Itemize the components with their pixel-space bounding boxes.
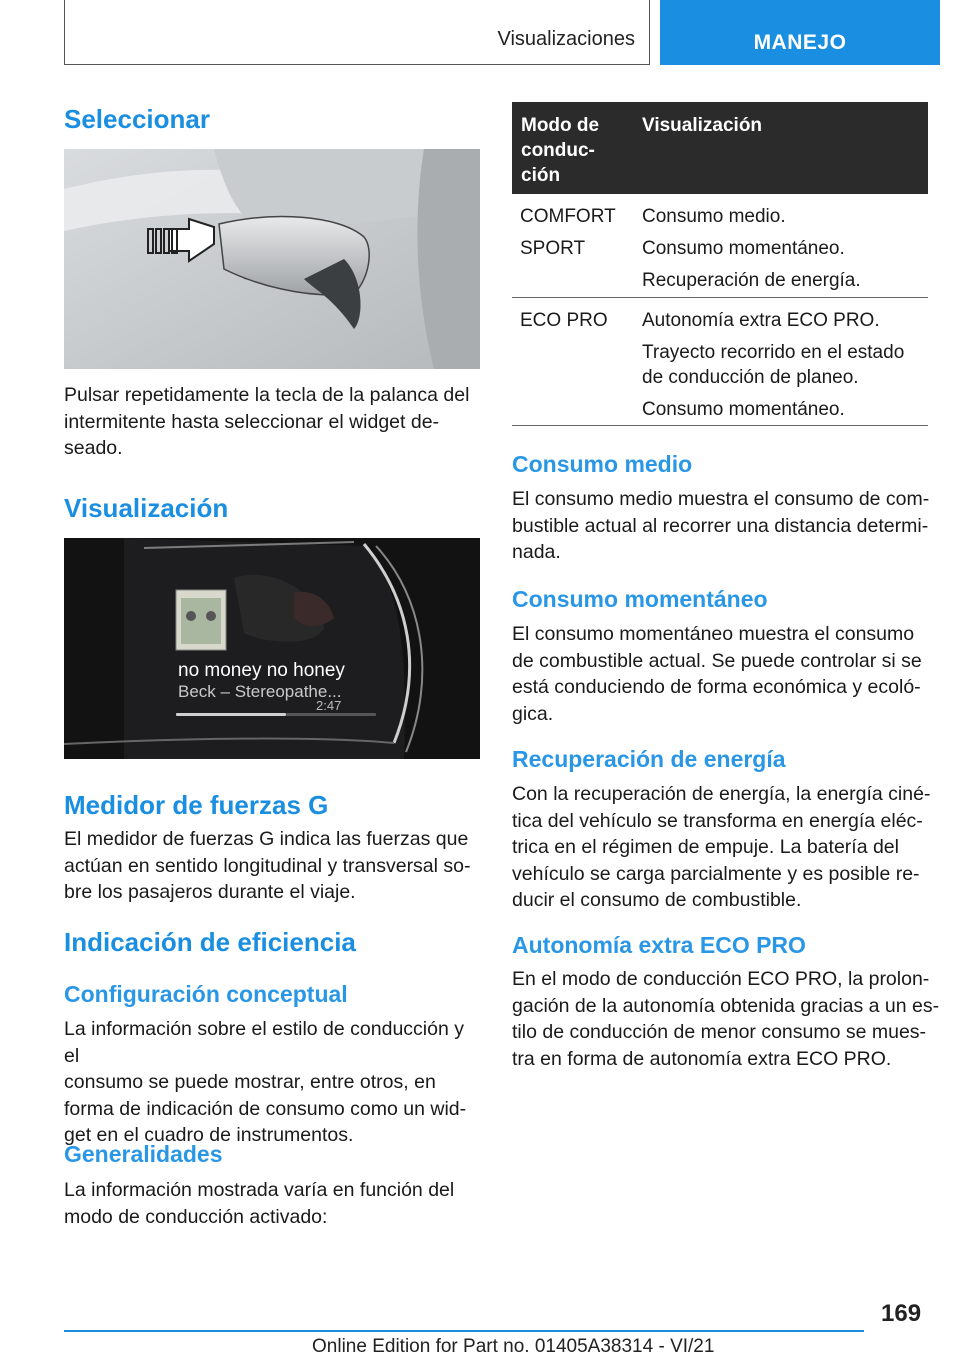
header-line: conduc- [521,140,595,161]
footer-edition: Online Edition for Part no. 01405A38314 - VI/21 [312,1336,715,1357]
heading-autonomia: Autonomía extra ECO PRO [512,932,806,958]
display-item: Consumo momentáneo. [642,238,845,259]
text-line: En el modo de conducción ECO PRO, la prolon- [512,968,930,990]
header-section-title: Visualizaciones [497,28,635,50]
text-line: está conduciendo de forma económica y ecoló- [512,676,921,698]
text-line: El medidor de fuerzas G indica las fuerzas que [64,828,469,850]
mode-label: SPORT [520,238,586,259]
heading-eficiencia: Indicación de eficiencia [64,927,356,957]
instrument-display-illustration [64,538,480,759]
text-line: La información mostrada varía en función del [64,1179,455,1201]
heading-generalidades: Generalidades [64,1141,223,1167]
text-autonomia [512,966,942,1072]
text-line: actúan en sentido longitudinal y transversal so- [64,854,471,877]
heading-configuracion: Configuración conceptual [64,981,348,1007]
text-line: intermitente hasta seleccionar el widget de- [64,410,440,433]
text-seleccionar [64,382,484,462]
text-line: de combustible actual. Se puede controlar si se [512,649,922,672]
text-line: tica del vehículo se transforma en energía eléc- [512,809,923,832]
text-line: La información sobre el estilo de conducción y el [64,1018,464,1067]
text-line: forma de indicación de consumo como un wid- [64,1097,467,1120]
text-line: consumo se puede mostrar, entre otros, en [64,1071,436,1093]
text-line: trica en el régimen de empuje. La batería del [512,836,899,858]
heading-recuperacion: Recuperación de energía [512,746,786,772]
text-line: nada. [512,541,561,563]
text-line: bustible actual al recorrer una distancia determi- [512,514,929,537]
text-line: Con la recuperación de energía, la energía ciné- [512,783,931,805]
page-number: 169 [881,1300,922,1327]
table-row [512,194,928,298]
text-configuracion [64,1016,484,1149]
text-line: gación de la autonomía obtenida gracias a un es- [512,994,940,1017]
table-header-display: Visualización [642,115,763,136]
display-item: de conducción de planeo. [642,367,859,388]
text-line: El consumo medio muestra el consumo de com- [512,488,930,510]
text-line: get en el cuadro de instrumentos. [64,1124,354,1146]
figure-indicator-lever [64,149,480,369]
display-item: Recuperación de energía. [642,270,861,291]
text-recuperacion [512,781,942,914]
header-chapter-label: MANEJO [753,31,847,54]
header-line: Modo de [521,115,600,136]
text-consumo-momentaneo [512,621,942,727]
text-line: tra en forma de autonomía extra ECO PRO. [512,1047,892,1070]
text-consumo-medio [512,486,942,566]
text-line: El consumo momentáneo muestra el consumo [512,623,915,645]
header-frame [64,0,650,65]
text-line: modo de conducción activado: [64,1205,328,1228]
header-chapter-tab [660,0,940,65]
mode-label: COMFORT [520,206,616,227]
text-generalidades [64,1177,484,1230]
heading-consumo-medio: Consumo medio [512,451,693,477]
text-line: vehículo se carga parcialmente y es posible re- [512,862,920,885]
text-line: bre los pasajeros durante el viaje. [64,881,356,903]
heading-consumo-momentaneo: Consumo momentáneo [512,586,768,612]
text-line: seado. [64,437,123,459]
table-header-mode [521,113,599,188]
display-time: 2:47 [316,698,342,713]
header-line: ción [521,165,561,186]
table-row [512,298,928,426]
display-item: Autonomía extra ECO PRO. [642,310,880,331]
figure-instrument-display [64,538,480,759]
text-medidor [64,826,484,906]
modes-table [512,102,928,426]
table-cell-mode [520,204,616,261]
table-header [512,102,928,194]
table-cell-display [642,308,904,422]
heading-medidor: Medidor de fuerzas G [64,790,329,820]
text-line: Pulsar repetidamente la tecla de la palanca del [64,384,470,406]
display-artist: Beck – Stereopathe... [178,682,342,701]
mode-label: ECO PRO [520,310,608,331]
display-item: Consumo momentáneo. [642,399,845,420]
heading-seleccionar: Seleccionar [64,104,210,134]
text-line: tilo de conducción de menor consumo se mues- [512,1021,927,1043]
display-item: Consumo medio. [642,206,786,227]
display-item: Trayecto recorrido en el estado [642,342,905,363]
indicator-lever-illustration [64,149,480,369]
heading-visualizacion: Visualización [64,493,229,523]
display-song-title: no money no honey [178,660,345,681]
table-cell-mode [520,308,608,333]
footer-divider [64,1330,864,1332]
text-line: ducir el consumo de combustible. [512,889,802,911]
text-line: gica. [512,702,554,725]
table-cell-display [642,204,861,293]
